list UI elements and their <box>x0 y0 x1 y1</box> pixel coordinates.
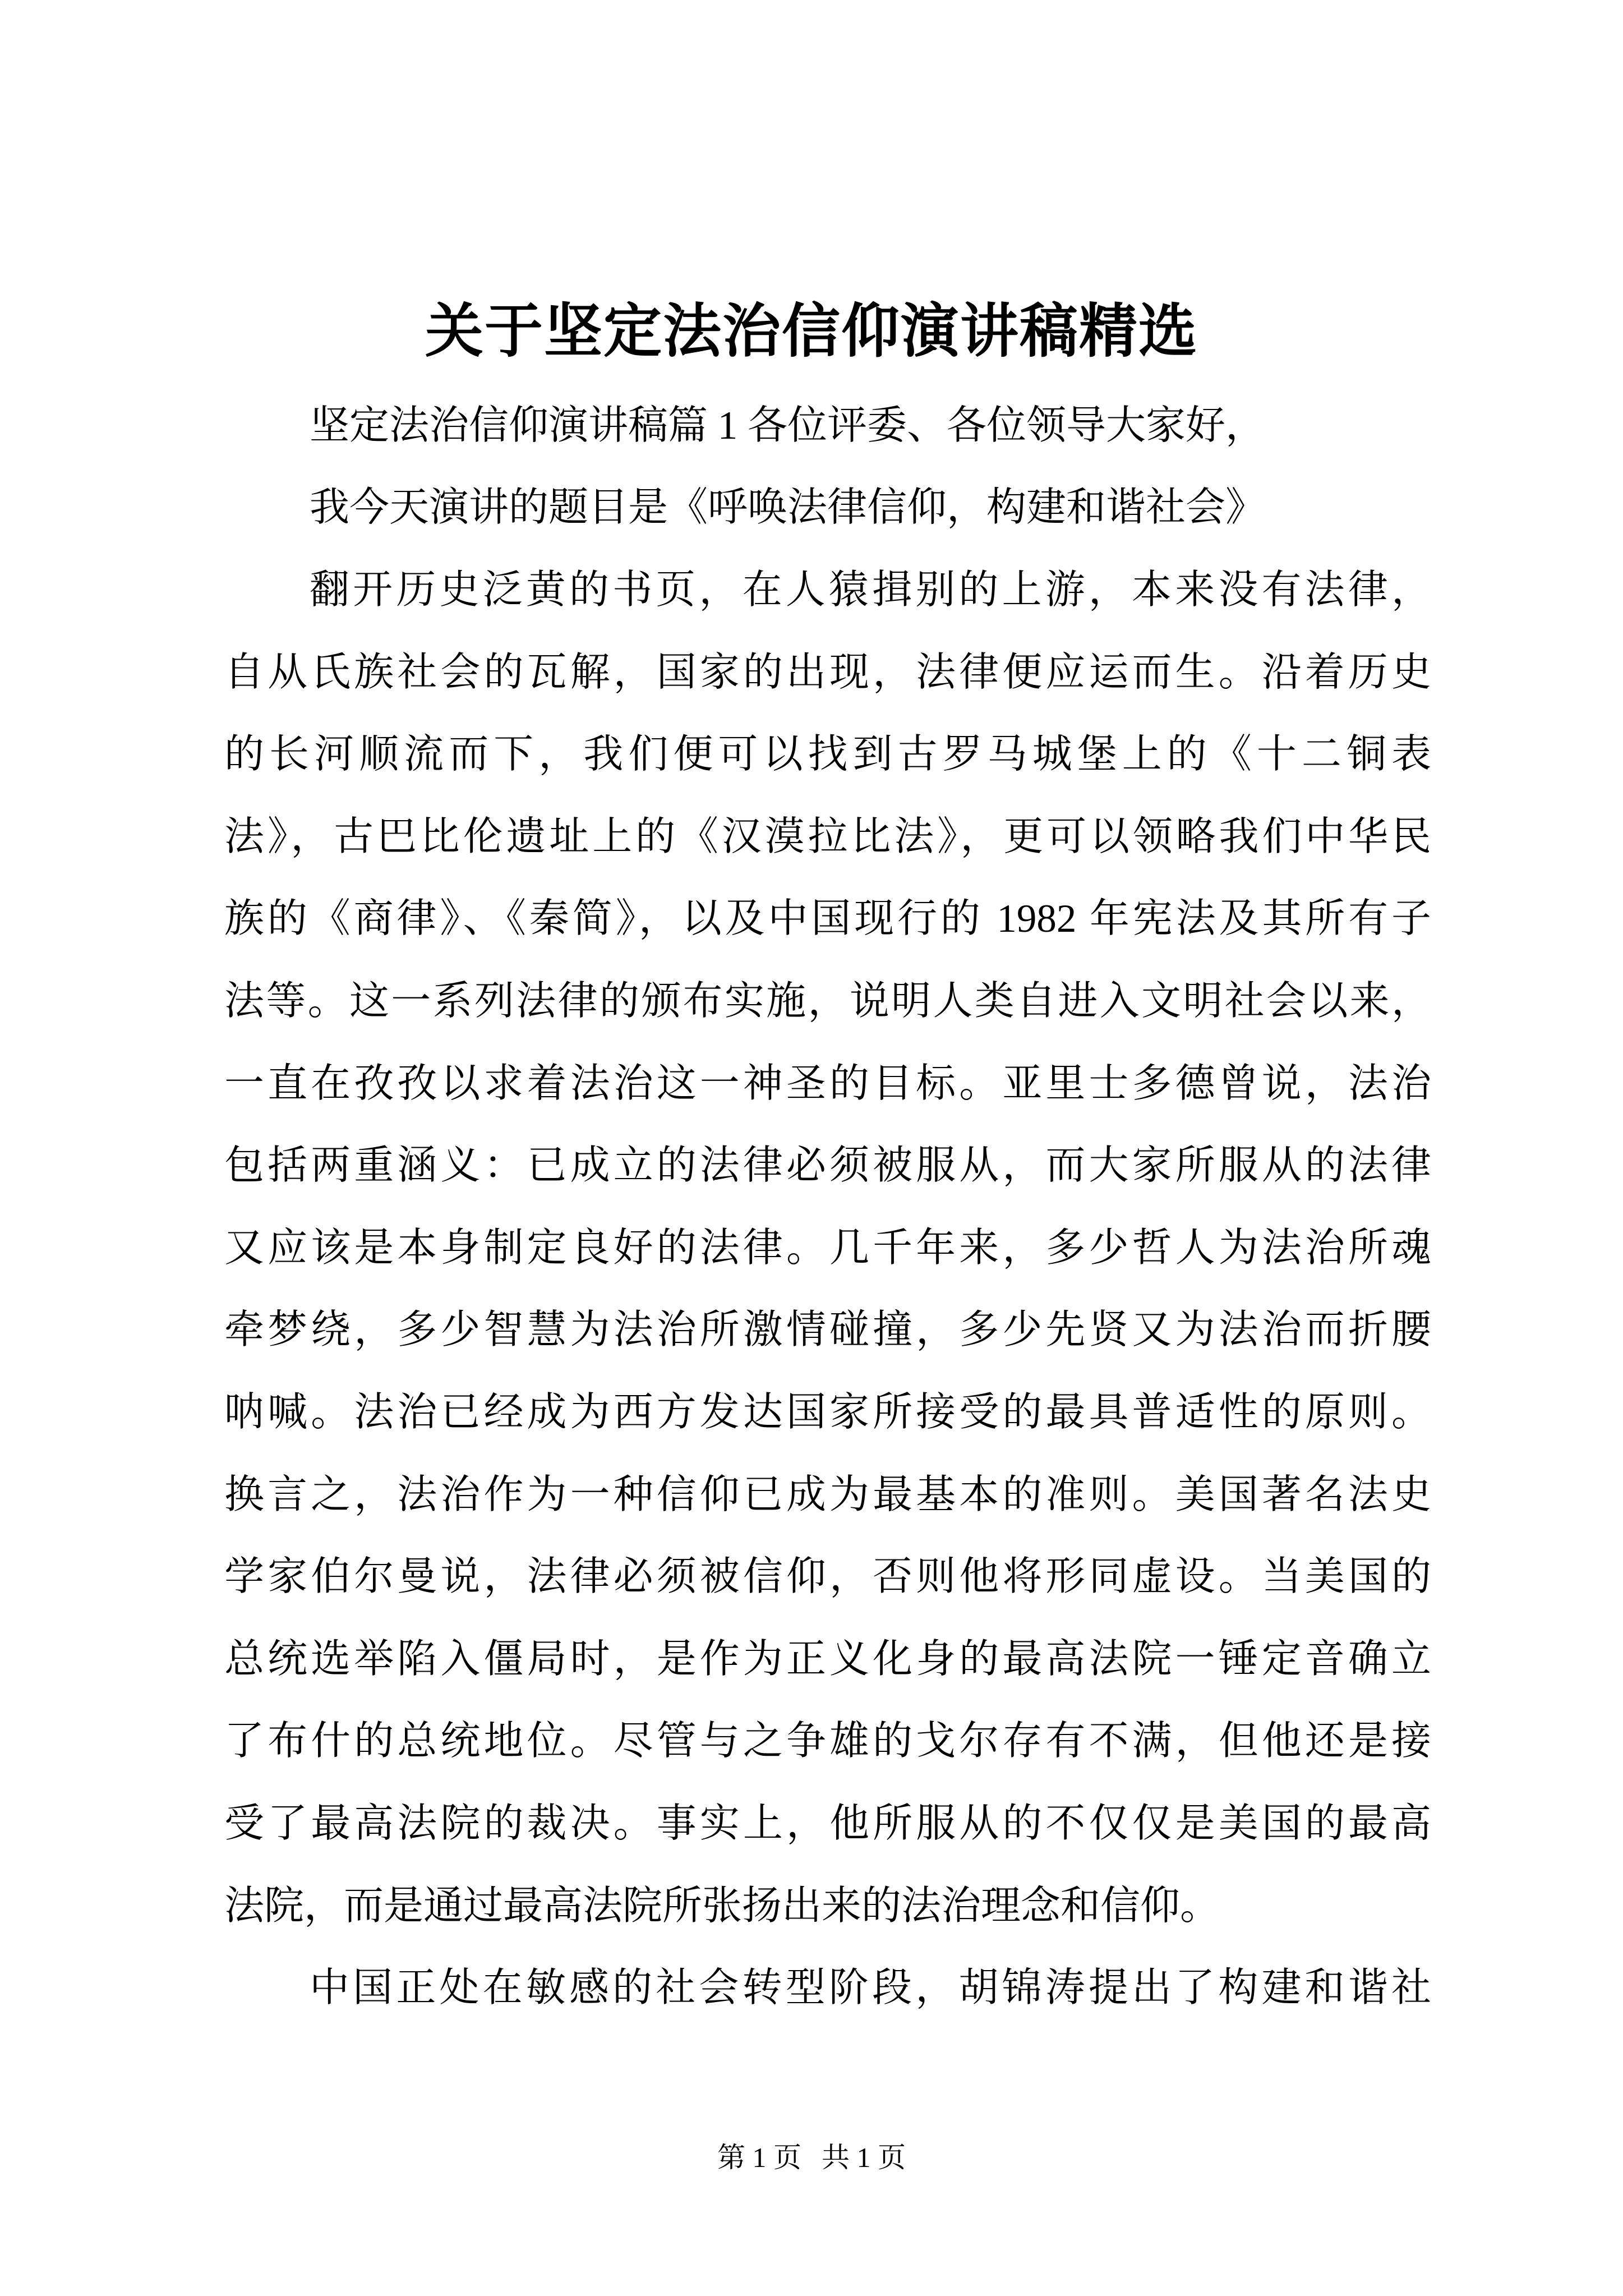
text-line: 中国正处在敏感的社会转型阶段，胡锦涛提出了构建和谐社 <box>310 1966 1431 2010</box>
text-line: 自从氏族社会的瓦解，国家的出现，法律便应运而生。沿着历史 <box>224 651 1431 694</box>
text-line: 了布什的总统地位。尽管与之争雄的戈尔存有不满，但他还是接 <box>224 1719 1431 1763</box>
text-line: 的长河顺流而下，我们便可以找到古罗马城堡上的《十二铜表 <box>224 733 1431 776</box>
text-line: 法等。这一系列法律的颁布实施，说明人类自进入文明社会以来， <box>224 979 1431 1023</box>
text-line: 坚定法治信仰演讲稿篇 1 各位评委、各位领导大家好， <box>310 404 1266 448</box>
text-line: 牵梦绕，多少智慧为法治所激情碰撞，多少先贤又为法治而折腰 <box>224 1308 1431 1352</box>
document-title: 关于坚定法治信仰演讲稿精选 <box>425 300 1198 364</box>
text-line: 换言之，法治作为一种信仰已成为最基本的准则。美国著名法史 <box>224 1473 1431 1517</box>
text-line: 学家伯尔曼说，法律必须被信仰，否则他将形同虚设。当美国的 <box>224 1555 1431 1599</box>
text-line: 又应该是本身制定良好的法律。几千年来，多少哲人为法治所魂 <box>224 1226 1431 1270</box>
text-line: 一直在孜孜以求着法治这一神圣的目标。亚里士多德曾说，法治 <box>224 1062 1431 1106</box>
current-page-label: 第 1 页 <box>717 2142 801 2173</box>
text-line: 族的《商律》、《秦简》，以及中国现行的 1982 年宪法及其所有子 <box>224 897 1431 941</box>
text-line: 法院，而是通过最高法院所张扬出来的法治理念和信仰。 <box>224 1884 1220 1928</box>
page-footer <box>0 2141 1623 2174</box>
text-line: 受了最高法院的裁决。事实上，他所服从的不仅仅是美国的最高 <box>224 1802 1431 1846</box>
total-pages-label: 共 1 页 <box>822 2142 906 2173</box>
text-line: 法》，古巴比伦遗址上的《汉漠拉比法》，更可以领略我们中华民 <box>224 815 1431 859</box>
text-line: 呐喊。法治已经成为西方发达国家所接受的最具普适性的原则。 <box>224 1391 1431 1434</box>
text-line: 翻开历史泛黄的书页，在人猿揖别的上游，本来没有法律， <box>310 568 1431 612</box>
text-line: 包括两重涵义：已成立的法律必须被服从，而大家所服从的法律 <box>224 1144 1431 1188</box>
text-line: 我今天演讲的题目是《呼唤法律信仰，构建和谐社会》 <box>310 486 1266 530</box>
text-line: 总统选举陷入僵局时，是作为正义化身的最高法院一锤定音确立 <box>224 1637 1431 1681</box>
